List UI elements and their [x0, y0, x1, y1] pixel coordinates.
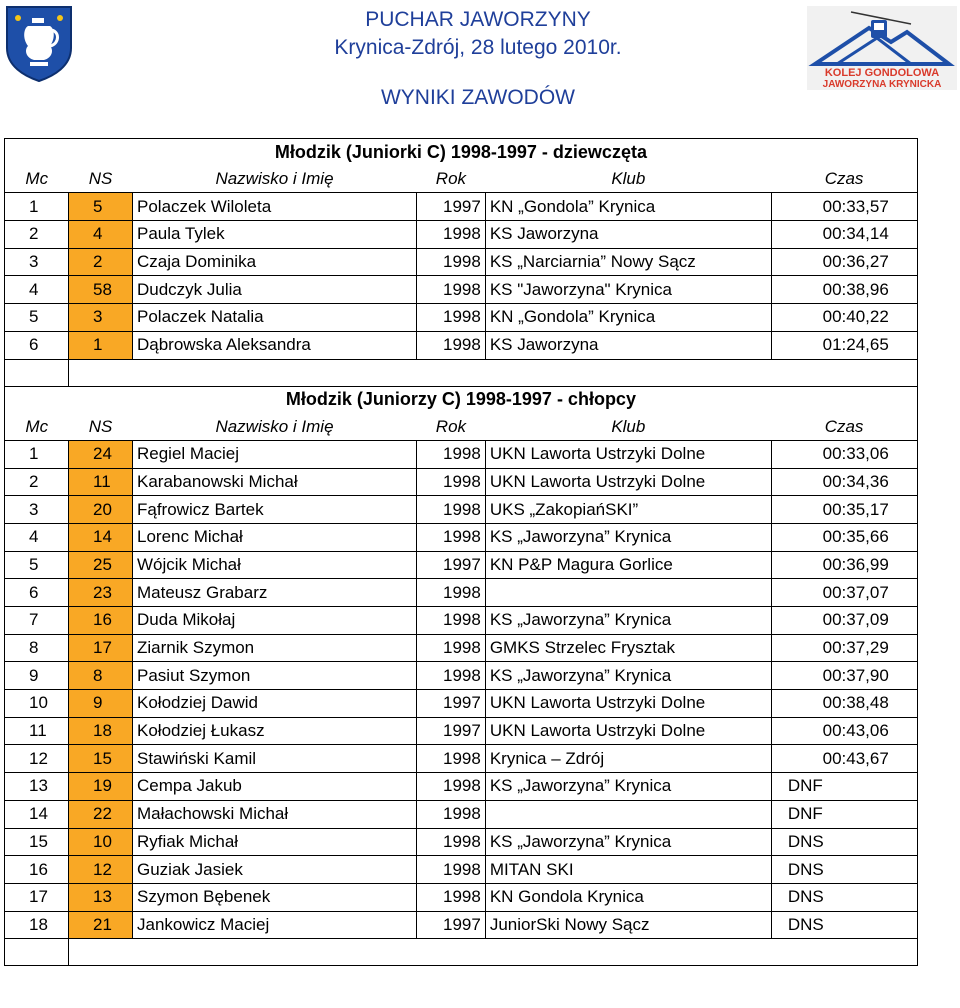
cell-czas: 00:37,07 — [771, 579, 917, 607]
cell-czas: 00:43,06 — [771, 717, 917, 745]
column-header-rok: Rok — [417, 166, 486, 193]
cell-name: Czaja Dominika — [133, 248, 417, 276]
table-row — [5, 662, 918, 690]
blank-cell — [5, 939, 69, 966]
cell-ns: 10 — [69, 828, 133, 856]
cell-ns: 25 — [69, 551, 133, 579]
cell-name: Cempa Jakub — [133, 773, 417, 801]
cell-mc: 2 — [5, 221, 69, 249]
column-header-club: Klub — [485, 413, 771, 440]
cell-rok: 1998 — [417, 248, 486, 276]
cell-czas: 00:38,96 — [771, 276, 917, 304]
cell-ns: 15 — [69, 745, 133, 773]
cell-name: Kołodziej Dawid — [133, 690, 417, 718]
cell-club: UKN Laworta Ustrzyki Dolne — [485, 690, 771, 718]
column-header-mc: Mc — [5, 413, 69, 440]
table-row — [5, 773, 918, 801]
cell-name: Ziarnik Szymon — [133, 634, 417, 662]
section-title: Młodzik (Juniorki C) 1998-1997 - dziewczęta — [5, 139, 918, 166]
column-header-mc: Mc — [5, 166, 69, 193]
cell-club — [485, 800, 771, 828]
cell-ns: 16 — [69, 607, 133, 635]
logo-text-2: JAWORZYNA KRYNICKA — [822, 79, 942, 90]
cell-mc: 2 — [5, 468, 69, 496]
blank-cell-wide — [69, 359, 918, 386]
cell-czas: 00:38,48 — [771, 690, 917, 718]
cell-club: KS „Jaworzyna” Krynica — [485, 828, 771, 856]
table-row — [5, 276, 918, 304]
cell-ns: 19 — [69, 773, 133, 801]
cell-rok: 1998 — [417, 856, 486, 884]
cell-club: KS „Jaworzyna” Krynica — [485, 773, 771, 801]
cell-club: KN „Gondola” Krynica — [485, 304, 771, 332]
cell-ns: 11 — [69, 468, 133, 496]
cell-ns: 17 — [69, 634, 133, 662]
column-header-row — [5, 413, 918, 440]
cell-rok: 1997 — [417, 717, 486, 745]
cell-czas: 00:40,22 — [771, 304, 917, 332]
cell-czas: DNS — [771, 856, 917, 884]
cell-mc: 13 — [5, 773, 69, 801]
column-header-name: Nazwisko i Imię — [133, 413, 417, 440]
cell-mc: 8 — [5, 634, 69, 662]
cell-name: Jankowicz Maciej — [133, 911, 417, 939]
cell-ns: 9 — [69, 690, 133, 718]
cell-ns: 13 — [69, 883, 133, 911]
cell-mc: 4 — [5, 523, 69, 551]
blank-row — [5, 359, 918, 386]
cell-name: Dąbrowska Aleksandra — [133, 331, 417, 359]
cell-czas: DNS — [771, 828, 917, 856]
column-header-ns: NS — [69, 413, 133, 440]
table-row — [5, 717, 918, 745]
cell-rok: 1998 — [417, 607, 486, 635]
cell-name: Paula Tylek — [133, 221, 417, 249]
cell-name: Kołodziej Łukasz — [133, 717, 417, 745]
cell-name: Mateusz Grabarz — [133, 579, 417, 607]
table-row — [5, 221, 918, 249]
cell-mc: 7 — [5, 607, 69, 635]
cell-club: UKN Laworta Ustrzyki Dolne — [485, 717, 771, 745]
cell-name: Polaczek Natalia — [133, 304, 417, 332]
cell-rok: 1997 — [417, 911, 486, 939]
cell-rok: 1998 — [417, 496, 486, 524]
cell-mc: 10 — [5, 690, 69, 718]
table-row — [5, 828, 918, 856]
cell-club: MITAN SKI — [485, 856, 771, 884]
section-title-row — [5, 386, 918, 413]
table-row — [5, 690, 918, 718]
column-header-club: Klub — [485, 166, 771, 193]
cell-czas: DNF — [771, 800, 917, 828]
cell-club: KS Jaworzyna — [485, 221, 771, 249]
blank-cell — [5, 359, 69, 386]
cell-club: Krynica – Zdrój — [485, 745, 771, 773]
cell-rok: 1997 — [417, 551, 486, 579]
cell-club: JuniorSki Nowy Sącz — [485, 911, 771, 939]
table-row — [5, 304, 918, 332]
cell-name: Lorenc Michał — [133, 523, 417, 551]
cell-ns: 4 — [69, 221, 133, 249]
cell-czas: 00:37,90 — [771, 662, 917, 690]
table-row — [5, 440, 918, 468]
cell-rok: 1997 — [417, 690, 486, 718]
cell-rok: 1998 — [417, 828, 486, 856]
cell-ns: 2 — [69, 248, 133, 276]
cell-rok: 1998 — [417, 331, 486, 359]
table-row — [5, 745, 918, 773]
cell-mc: 1 — [5, 440, 69, 468]
cell-ns: 14 — [69, 523, 133, 551]
cell-rok: 1998 — [417, 440, 486, 468]
column-header-czas: Czas — [771, 166, 917, 193]
cell-ns: 22 — [69, 800, 133, 828]
cell-mc: 15 — [5, 828, 69, 856]
table-row — [5, 193, 918, 221]
cell-czas: 00:37,29 — [771, 634, 917, 662]
cell-ns: 18 — [69, 717, 133, 745]
column-header-czas: Czas — [771, 413, 917, 440]
cell-ns: 5 — [69, 193, 133, 221]
logo-text-1: KOLEJ GONDOLOWA — [824, 67, 940, 79]
cell-mc: 5 — [5, 304, 69, 332]
cell-czas: DNS — [771, 911, 917, 939]
table-row — [5, 579, 918, 607]
cell-mc: 4 — [5, 276, 69, 304]
cell-rok: 1998 — [417, 662, 486, 690]
cell-czas: 00:36,27 — [771, 248, 917, 276]
cell-club: UKS „ZakopiańSKI” — [485, 496, 771, 524]
blank-cell-wide — [69, 939, 918, 966]
table-row — [5, 856, 918, 884]
cell-mc: 17 — [5, 883, 69, 911]
cell-rok: 1998 — [417, 579, 486, 607]
column-header-row — [5, 166, 918, 193]
cell-czas: 00:37,09 — [771, 607, 917, 635]
cell-rok: 1998 — [417, 468, 486, 496]
cell-rok: 1997 — [417, 193, 486, 221]
cell-czas: 00:34,36 — [771, 468, 917, 496]
cell-czas: 01:24,65 — [771, 331, 917, 359]
cell-mc: 14 — [5, 800, 69, 828]
table-row — [5, 523, 918, 551]
cell-name: Guziak Jasiek — [133, 856, 417, 884]
blank-row — [5, 939, 918, 966]
cell-mc: 6 — [5, 331, 69, 359]
table-row — [5, 607, 918, 635]
cell-mc: 11 — [5, 717, 69, 745]
cell-mc: 3 — [5, 248, 69, 276]
cell-name: Stawiński Kamil — [133, 745, 417, 773]
cell-name: Duda Mikołaj — [133, 607, 417, 635]
gondola-logo — [807, 6, 957, 90]
cell-rok: 1998 — [417, 304, 486, 332]
cell-ns: 21 — [69, 911, 133, 939]
section-title-row — [5, 139, 918, 166]
cell-czas: 00:43,67 — [771, 745, 917, 773]
cell-name: Regiel Maciej — [133, 440, 417, 468]
table-row — [5, 551, 918, 579]
cell-ns: 3 — [69, 304, 133, 332]
cell-ns: 1 — [69, 331, 133, 359]
cell-ns: 23 — [69, 579, 133, 607]
cell-mc: 18 — [5, 911, 69, 939]
cell-czas: 00:35,17 — [771, 496, 917, 524]
cell-mc: 6 — [5, 579, 69, 607]
cell-name: Wójcik Michał — [133, 551, 417, 579]
cell-czas: 00:35,66 — [771, 523, 917, 551]
column-header-ns: NS — [69, 166, 133, 193]
table-row — [5, 883, 918, 911]
cell-czas: 00:33,06 — [771, 440, 917, 468]
cell-club: KS "Jaworzyna" Krynica — [485, 276, 771, 304]
cell-name: Fąfrowicz Bartek — [133, 496, 417, 524]
results-table — [4, 138, 918, 966]
cell-czas: 00:34,14 — [771, 221, 917, 249]
table-row — [5, 634, 918, 662]
cell-rok: 1998 — [417, 773, 486, 801]
cell-club: KN Gondola Krynica — [485, 883, 771, 911]
section-title: Młodzik (Juniorzy C) 1998-1997 - chłopcy — [5, 386, 918, 413]
cell-name: Małachowski Michał — [133, 800, 417, 828]
cell-club: UKN Laworta Ustrzyki Dolne — [485, 440, 771, 468]
header-title: PUCHAR JAWORZYNY — [365, 8, 591, 31]
cell-czas: 00:33,57 — [771, 193, 917, 221]
cell-name: Pasiut Szymon — [133, 662, 417, 690]
cell-ns: 20 — [69, 496, 133, 524]
cell-ns: 58 — [69, 276, 133, 304]
cell-ns: 24 — [69, 440, 133, 468]
cell-rok: 1998 — [417, 523, 486, 551]
cell-club — [485, 579, 771, 607]
cell-czas: 00:36,99 — [771, 551, 917, 579]
cell-mc: 1 — [5, 193, 69, 221]
column-header-rok: Rok — [417, 413, 486, 440]
cell-club: GMKS Strzelec Frysztak — [485, 634, 771, 662]
cell-ns: 8 — [69, 662, 133, 690]
cell-rok: 1998 — [417, 800, 486, 828]
cell-club: KS „Jaworzyna” Krynica — [485, 523, 771, 551]
table-row — [5, 331, 918, 359]
cell-club: UKN Laworta Ustrzyki Dolne — [485, 468, 771, 496]
cell-rok: 1998 — [417, 276, 486, 304]
cell-rok: 1998 — [417, 221, 486, 249]
cell-club: KS „Jaworzyna” Krynica — [485, 607, 771, 635]
cell-czas: DNF — [771, 773, 917, 801]
cell-rok: 1998 — [417, 745, 486, 773]
cell-mc: 9 — [5, 662, 69, 690]
header-results-title: WYNIKI ZAWODÓW — [380, 86, 576, 109]
cell-name: Dudczyk Julia — [133, 276, 417, 304]
cell-name: Szymon Bębenek — [133, 883, 417, 911]
header-subtitle: Krynica-Zdrój, 28 lutego 2010r. — [334, 36, 622, 59]
cell-rok: 1998 — [417, 634, 486, 662]
cell-mc: 12 — [5, 745, 69, 773]
cell-ns: 12 — [69, 856, 133, 884]
cell-mc: 16 — [5, 856, 69, 884]
cell-club: KS „Jaworzyna” Krynica — [485, 662, 771, 690]
cell-rok: 1998 — [417, 883, 486, 911]
table-row — [5, 911, 918, 939]
cell-mc: 3 — [5, 496, 69, 524]
table-row — [5, 468, 918, 496]
cell-name: Karabanowski Michał — [133, 468, 417, 496]
cell-mc: 5 — [5, 551, 69, 579]
cell-club: KN „Gondola” Krynica — [485, 193, 771, 221]
column-header-name: Nazwisko i Imię — [133, 166, 417, 193]
cell-club: KS „Narciarnia” Nowy Sącz — [485, 248, 771, 276]
cell-club: KS Jaworzyna — [485, 331, 771, 359]
cell-club: KN P&P Magura Gorlice — [485, 551, 771, 579]
table-row — [5, 496, 918, 524]
table-row — [5, 248, 918, 276]
table-row — [5, 800, 918, 828]
cell-czas: DNS — [771, 883, 917, 911]
cell-name: Polaczek Wiloleta — [133, 193, 417, 221]
cell-name: Ryfiak Michał — [133, 828, 417, 856]
